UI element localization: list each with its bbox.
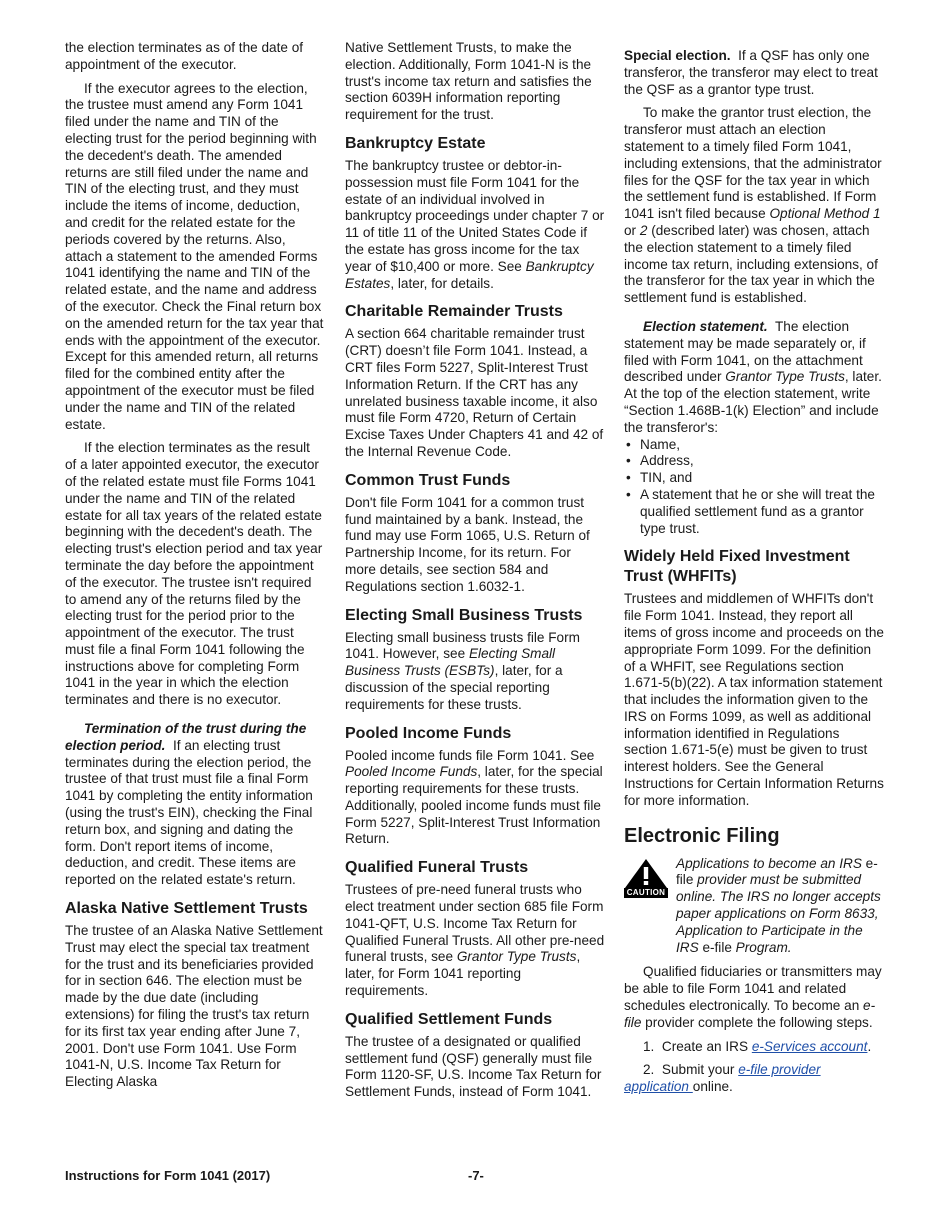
section-heading: Qualified Funeral Trusts [345, 859, 529, 877]
paragraph: If the election terminates as the result of a later appointed executor, the executor of the related estate must file Forms 1041 under the name and TIN of the related estate for all tax years of the related estate beginning with the decedent's death. The electing trust's election period and tax year terminate the day before the appointment of the executor. The trustee isn't required to amend any of the returns filed by the electing trust for the period prior to the appointment of the executor. The trust must file a final Form 1041 following the instructions above for completing Form 1041 in the year in which the election terminates and there is no executor. [65, 440, 323, 708]
cross-reference: Bankruptcy Estates [345, 258, 594, 291]
e-file-provider-application-link[interactable]: e-file provider application [624, 1062, 821, 1095]
cross-reference: Pooled Income Funds [345, 764, 478, 780]
section-heading: Pooled Income Funds [345, 724, 512, 742]
step-2: 2. Submit your e-file provider application online. [624, 1062, 821, 1095]
paragraph: A section 664 charitable remainder trust (CRT) doesn’t file Form 1041. Instead, a CRT files Form 5227, Split-Interest Trust Information Return. If the CRT has any unrelated business taxable income, it also must file Form 4720, Return of Certain Excise Taxes Under Chapters 41 and 42 of the Internal Revenue Code. [345, 326, 604, 459]
paragraph-text: If an electing trust terminates during the election period, the trustee of that trust must file a final Form 1041 by completing the entity information (using the trust's EIN), checking the Final return box, and signing and dating the form. Don't report items of income, deduction, and credit. These items are reported on the related estate's return. [65, 737, 313, 888]
list-item: • A statement that he or she will treat the qualified settlement fund as a grantor type trust. [624, 487, 886, 537]
run-in-heading: Termination of the trust during the election period. [65, 721, 307, 753]
e-services-account-link[interactable]: e-Services account [751, 1038, 868, 1054]
list-item: • Address, [624, 453, 886, 470]
run-in-heading: Election statement. [643, 318, 768, 334]
paragraph: Native Settlement Trusts, to make the election. Additionally, Form 1041-N is the trust's income tax return and satisfies the section 6039H information reporting requirement for the trust. [345, 40, 592, 123]
paragraph: Electing small business trusts file Form 1041. However, see Electing Small Business Trusts (ESBTs), later, for a discussion of the special reporting requirements for these trusts. [345, 629, 580, 712]
section-heading: Qualified Settlement Funds [345, 1010, 553, 1028]
run-in-heading: Special election. [624, 48, 731, 63]
cross-reference: Grantor Type Trusts [456, 949, 577, 965]
paragraph: Trustees of pre-need funeral trusts who elect treatment under section 685 file Form 1041-QFT, U.S. Income Tax Return for Qualified Funeral Trusts. All other pre-need funeral trusts, see Grantor Type Trusts, later, for Form 1041 reporting requirements. [345, 882, 605, 999]
paragraph: Election statement. The election statement may be made separately or, if filed with Form 1041, on the attachment described under Grantor Type Trusts, later. At the top of the election statement, write “Section 1.468B-1(k) Election” and include the transferor's: [624, 318, 882, 435]
section-heading: Charitable Remainder Trusts [345, 303, 563, 321]
cross-reference: Grantor Type Trusts [725, 369, 845, 385]
paragraph: Pooled income funds file Form 1041. See Pooled Income Funds, later, for the special reporting requirements for these trusts. Additionally, pooled income funds must file Form 5227, Split-Interest Trust Information Return. [345, 747, 603, 847]
cross-reference: Electing Small Business Trusts (ESBTs) [345, 646, 556, 679]
section-heading-major: Electronic Filing [624, 824, 780, 847]
section-heading: Electing Small Business Trusts [345, 606, 583, 624]
paragraph: Qualified fiduciaries or transmitters may be able to file Form 1041 and related schedules electronically. To become an e-file provider complete the following steps. [624, 964, 882, 1030]
section-heading: Common Trust Funds [345, 471, 511, 489]
paragraph: The trustee of an Alaska Native Settlement Trust may elect the special tax treatment for the trust and its beneficiaries provided for in section 646. The election must be made by the due date (including extensions) for filing the trust's tax return for its first tax year ending after June 7, 2001. Don't use Form 1041. Use Form 1041-N, U.S. Income Tax Return for Electing Alaska [65, 923, 323, 1090]
page-footer [65, 1168, 885, 1183]
caution-text: Applications to become an IRS e-file provider must be submitted online. The IRS no longer accepts paper applications on Form 8633, Application to Participate in the IRS e-file Program. [676, 855, 881, 955]
list-item: • Name, [624, 437, 886, 454]
column-2 [345, 40, 605, 1108]
paragraph: the election terminates as of the date of appointment of the executor. [65, 40, 304, 72]
section-heading: Alaska Native Settlement Trusts [65, 900, 308, 918]
page-number: -7- [468, 1168, 484, 1183]
bullet-list [624, 437, 886, 538]
paragraph: The trustee of a designated or qualified settlement fund (QSF) generally must file Form 1120-SF, U.S. Income Tax Return for Settlement Funds, instead of Form 1041. [345, 1033, 602, 1100]
column-3 [624, 48, 886, 1103]
warning-triangle-icon [624, 858, 668, 888]
caution-label: CAUTION [624, 888, 668, 898]
caution-icon [624, 858, 668, 898]
paragraph [65, 721, 325, 889]
column-1 [65, 40, 325, 1098]
paragraph: To make the grantor trust election, the transferor must attach an election statement to a timely filed Form 1041, including extensions, that the administrator files for the QSF for the tax year in which the settlement fund is established. If Form 1041 isn't filed because Optional Method 1 or 2 (described later) was chosen, attach the election statement to a timely filed income tax return, including extensions, of the transferor for the tax year in which the settlement fund is established. [624, 105, 882, 306]
paragraph: Don't file Form 1041 for a common trust fund maintained by a bank. Instead, the fund may use Form 1065, U.S. Return of Partnership Income, for its return. For more details, see section 584 and Regulations section 1.6032-1. [345, 494, 590, 594]
caution-note [624, 856, 886, 957]
step-1: 1. Create an IRS e-Services account. [643, 1038, 872, 1054]
paragraph: Trustees and middlemen of WHFITs don't file Form 1041. Instead, they report all items of gross income and proceeds on the appropriate Form 1099. For the definition of a WHFIT, see Regulations section 1.671-5(b)(22). A tax information statement that includes the information given to the IRS on Forms 1099, as well as additional information identified in Regulations section 1.671-5(e) must be given to trust interest holders. See the General Instructions for Certain Information Returns for more information. [624, 591, 884, 808]
paragraph: The bankruptcy trustee or debtor-in-possession must file Form 1041 for the estate of an individual involved in bankruptcy proceedings under chapter 7 or 11 of title 11 of the United States Code if the estate has gross income for the tax year of $10,400 or more. See Bankruptcy Estates, later, for details. [345, 157, 605, 291]
paragraph: If the executor agrees to the election, the trustee must amend any Form 1041 filed under the name and TIN of the electing trust for the period beginning with the decedent's death. The amended returns are still filed under the name and TIN of the electing trust, and they must include the items of income, deduction, and credit for the related estate for the periods covered by the returns. Also, attach a statement to the amended Forms 1041 identifying the name and TIN of the related estate, and the name and address of the executor. Check the Final return box on the amended return for the tax year that ends with the appointment of the executor. Except for this amended return, all returns filed for the combined entity after the appointment of the executor must be filed under the name and TIN of the related estate. [65, 80, 324, 432]
footer-title: Instructions for Form 1041 (2017) [65, 1168, 271, 1183]
paragraph: Special election. If a QSF has only one transferor, the transferor may elect to treat the QSF as a grantor type trust. [624, 48, 878, 97]
section-heading: Bankruptcy Estate [345, 134, 486, 152]
list-item: • TIN, and [624, 470, 886, 487]
section-heading: Widely Held Fixed Investment Trust (WHFITs) [624, 548, 850, 586]
